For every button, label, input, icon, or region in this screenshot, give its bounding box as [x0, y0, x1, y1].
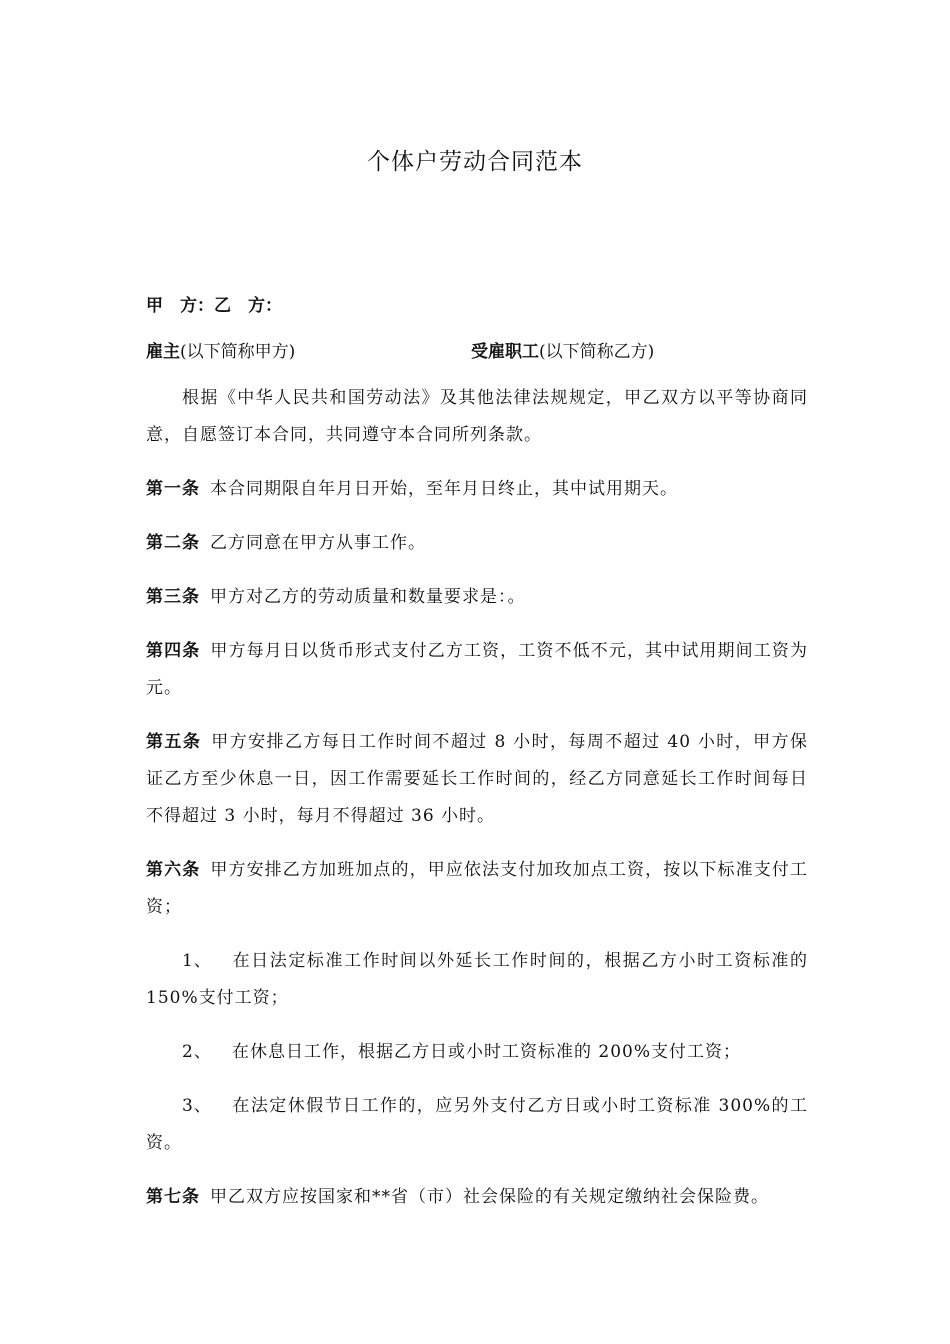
article-1	[146, 471, 808, 508]
list-item-1	[146, 943, 808, 1017]
party-definitions	[146, 334, 808, 371]
article-7	[146, 1179, 808, 1216]
employee-suffix: (以下简称乙方)	[539, 342, 655, 362]
list-item-2	[146, 1034, 808, 1071]
article-3	[146, 579, 808, 616]
article-text: 本合同期限自年月日开始，至年月日终止，其中试用期天。	[210, 479, 678, 499]
list-item-number: 3、	[182, 1096, 212, 1116]
article-label: 第六条	[146, 860, 201, 880]
article-label: 第七条	[146, 1187, 200, 1207]
list-item-3	[146, 1088, 808, 1162]
article-label: 第一条	[146, 479, 200, 499]
list-item-text: 在休息日工作，根据乙方日或小时工资标准的 200%支付工资；	[232, 1042, 742, 1062]
article-text: 甲方每月日以货币形式支付乙方工资，工资不低不元，其中试用期间工资为元。	[146, 641, 808, 698]
list-item-number: 1、	[182, 951, 212, 971]
article-text: 甲乙双方应按国家和**省（市）社会保险的有关规定缴纳社会保险费。	[210, 1187, 769, 1207]
article-label: 第二条	[146, 533, 200, 553]
article-text: 甲方对乙方的劳动质量和数量要求是：。	[210, 587, 526, 607]
employer-suffix: (以下简称甲方)	[180, 342, 296, 362]
employer-definition	[146, 342, 295, 362]
article-2	[146, 525, 808, 562]
article-label: 第五条	[146, 732, 202, 752]
employer-label: 雇主	[146, 342, 180, 362]
preamble-paragraph: 根据《中华人民共和国劳动法》及其他法律法规规定，甲乙双方以平等协商同意，自愿签订本合同，共同遵守本合同所列条款。	[146, 388, 808, 445]
article-6	[146, 852, 808, 926]
document-title: 个体户劳动合同范本	[367, 149, 583, 175]
article-5	[146, 724, 808, 835]
document-body	[146, 288, 808, 1233]
article-text: 甲方安排乙方每日工作时间不超过 8 小时，每周不超过 40 小时，甲方保证乙方至少休息一日，因工作需要延长工作时间的，经乙方同意延长工作时间每日不得超过 3 小时，每月不得超过 36 小时。	[146, 732, 809, 826]
article-label: 第四条	[146, 641, 201, 661]
list-item-text: 在日法定标准工作时间以外延长工作时间的，根据乙方小时工资标准的 150%支付工资；	[146, 951, 808, 1008]
list-item-number: 2、	[182, 1042, 212, 1062]
parties-line: 甲 方：乙 方：	[146, 296, 282, 316]
list-item-text: 在法定休假节日工作的，应另外支付乙方日或小时工资标准 300%的工资。	[146, 1096, 808, 1153]
article-label: 第三条	[146, 587, 200, 607]
article-text: 乙方同意在甲方从事工作。	[210, 533, 426, 553]
article-4	[146, 633, 808, 707]
employee-label: 受雇职工	[471, 342, 539, 362]
article-text: 甲方安排乙方加班加点的，甲应依法支付加玫加点工资，按以下标准支付工资；	[146, 860, 808, 917]
employee-definition	[471, 334, 654, 371]
